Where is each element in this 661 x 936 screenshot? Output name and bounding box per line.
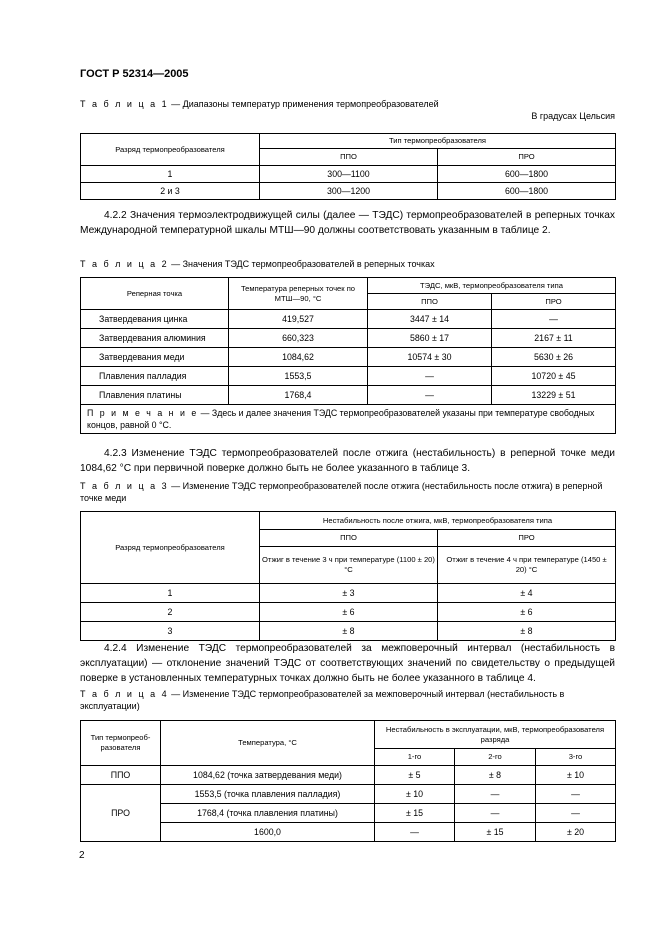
table3-cell: 3 — [81, 622, 260, 641]
table3-caption — [80, 480, 615, 504]
table4-cell: ± 15 — [375, 804, 455, 823]
table4-cell: ± 8 — [455, 766, 536, 785]
table2-cell: 2167 ± 11 — [492, 329, 616, 348]
table2-header-point: Реперная точка — [81, 278, 229, 310]
paragraph-4-2-3: 4.2.3 Изменение ТЭДС термопреобразователей после отжига (нестабильность) в реперной точке меди 1084,62 °С при первичной поверке должно быть не более указанного в таблице 3. — [80, 448, 615, 474]
table2-header-ppo: ППО — [368, 294, 492, 310]
table2-cell: Затвердевания меди — [81, 348, 229, 367]
table-row — [81, 183, 616, 200]
table2-header-temp: Температура реперных точек по МТШ—90, °С — [229, 278, 368, 310]
table2-note — [81, 405, 616, 434]
table4-header-type: Тип термопреоб-разователя — [81, 721, 161, 766]
table2-cell: 10720 ± 45 — [492, 367, 616, 386]
table2-header-pro: ПРО — [492, 294, 616, 310]
table2-cell: 5630 ± 26 — [492, 348, 616, 367]
table2-header-emf: ТЭДС, мкВ, термопреобразователя типа — [368, 278, 616, 294]
table2-caption — [80, 258, 435, 270]
table1-header-ppo: ППО — [260, 149, 438, 166]
table2-caption-text: — Значения ТЭДС термопреобразователей в реперных точках — [168, 259, 435, 269]
table3-caption-label: Т а б л и ц а 3 — [80, 481, 169, 491]
table-row — [81, 348, 616, 367]
table-row — [81, 622, 616, 641]
table4-caption-text: — Изменение ТЭДС термопреобразователей за межповерочный интервал (нестабильность в эксплуатации) — [80, 689, 565, 711]
table4-cell: 1768,4 (точка плавления платины) — [161, 804, 375, 823]
table4-type-ppo: ППО — [81, 766, 161, 785]
table2-note-text: — Здесь и далее значения ТЭДС термопреобразователей указаны при температуре свободных концов, равной 0 °С. — [87, 408, 595, 430]
table4-header-3: 3-го — [536, 749, 616, 766]
table4-cell: 1600,0 — [161, 823, 375, 842]
table1-header-class: Разряд термопреобразователя — [81, 134, 260, 166]
table3-header-pro: ПРО — [438, 530, 616, 547]
table4-cell: 1084,62 (точка затвердевания меди) — [161, 766, 375, 785]
table2-cell: Затвердевания цинка — [81, 310, 229, 329]
table4-header-temp: Температура, °С — [161, 721, 375, 766]
table1-caption-text: — Диапазоны температур применения термопреобразователей — [168, 99, 439, 109]
table4-cell: — — [455, 804, 536, 823]
table3-cell: ± 8 — [438, 622, 616, 641]
table4-caption — [80, 688, 615, 712]
table-row — [81, 823, 616, 842]
table3-cell: ± 4 — [438, 584, 616, 603]
table4-cell: ± 10 — [375, 785, 455, 804]
table2-cell: 1084,62 — [229, 348, 368, 367]
table2-cell: 5860 ± 17 — [368, 329, 492, 348]
table2-cell: 3447 ± 14 — [368, 310, 492, 329]
table4-cell: ± 5 — [375, 766, 455, 785]
table2-cell: 13229 ± 51 — [492, 386, 616, 405]
table1-cell: 300—1200 — [260, 183, 438, 200]
table3-header-pro-anneal: Отжиг в течение 4 ч при температуре (1450 ± 20) °С — [438, 547, 616, 584]
table4-cell: — — [536, 804, 616, 823]
document-header: ГОСТ Р 52314—2005 — [80, 68, 189, 80]
table4-cell: ± 15 — [455, 823, 536, 842]
table4-header-2: 2-го — [455, 749, 536, 766]
table4-caption-label: Т а б л и ц а 4 — [80, 689, 169, 699]
table2-cell: 1768,4 — [229, 386, 368, 405]
table2-cell: 10574 ± 30 — [368, 348, 492, 367]
table2 — [80, 277, 616, 434]
table2-cell: 419,527 — [229, 310, 368, 329]
table-row — [81, 766, 616, 785]
table4-cell: ± 10 — [536, 766, 616, 785]
table3-header-class: Разряд термопреобразователя — [81, 512, 260, 584]
table1-caption — [80, 98, 439, 110]
table4-header-1: 1-го — [375, 749, 455, 766]
table3-cell: ± 3 — [260, 584, 438, 603]
table2-cell: — — [368, 367, 492, 386]
table4-cell: 1553,5 (точка плавления палладия) — [161, 785, 375, 804]
table3 — [80, 511, 616, 641]
table4 — [80, 720, 616, 842]
table4-cell: — — [455, 785, 536, 804]
table3-cell: 2 — [81, 603, 260, 622]
table4-cell: — — [375, 823, 455, 842]
table2-cell: — — [492, 310, 616, 329]
table4-type-pro: ПРО — [81, 785, 161, 842]
paragraph-4-2-2: 4.2.2 Значения термоэлектродвижущей силы (далее — ТЭДС) термопреобразователей в реперных точках Международной температурной шкалы МТШ—90 должны соответствовать указанным в таблице 2. — [80, 210, 615, 236]
table1-cell: 600—1800 — [438, 166, 616, 183]
table1-cell: 600—1800 — [438, 183, 616, 200]
table-row — [81, 386, 616, 405]
table3-cell: ± 8 — [260, 622, 438, 641]
table-row — [81, 310, 616, 329]
table2-cell: Плавления палладия — [81, 367, 229, 386]
table1-caption-label: Т а б л и ц а 1 — [80, 99, 169, 109]
table4-header-instability: Нестабильность в эксплуатации, мкВ, термопреобразователя разряда — [375, 721, 616, 749]
table-row — [81, 603, 616, 622]
table2-cell: — — [368, 386, 492, 405]
table1 — [80, 133, 616, 200]
paragraph-4-2-4: 4.2.4 Изменение ТЭДС термопреобразователей за межповерочный интервал (нестабильность в эксплуатации) — отклонение значений ТЭДС от соответствующих значений по свидетельству о предыдущей поверке в установленных температурных точках должно быть не более указанного в таблице 4. — [80, 643, 615, 684]
table1-unit: В градусах Цельсия — [531, 111, 615, 121]
table1-header-pro: ПРО — [438, 149, 616, 166]
table3-caption-text: — Изменение ТЭДС термопреобразователей после отжига (нестабильность после отжига) в реперной точке меди — [80, 481, 603, 503]
table-row — [81, 166, 616, 183]
table2-note-label: П р и м е ч а н и е — [87, 408, 199, 418]
table-row — [81, 367, 616, 386]
table3-cell: ± 6 — [438, 603, 616, 622]
table-row — [81, 804, 616, 823]
table-row — [81, 584, 616, 603]
table2-cell: 1553,5 — [229, 367, 368, 386]
table1-cell: 1 — [81, 166, 260, 183]
table4-cell: — — [536, 785, 616, 804]
table-row — [81, 329, 616, 348]
table3-header-ppo: ППО — [260, 530, 438, 547]
table3-header-instability: Нестабильность после отжига, мкВ, термопреобразователя типа — [260, 512, 616, 530]
table2-caption-label: Т а б л и ц а 2 — [80, 259, 169, 269]
table-row — [81, 785, 616, 804]
table4-cell: ± 20 — [536, 823, 616, 842]
table2-cell: 660,323 — [229, 329, 368, 348]
table1-cell: 2 и 3 — [81, 183, 260, 200]
table1-cell: 300—1100 — [260, 166, 438, 183]
table3-cell: 1 — [81, 584, 260, 603]
table2-cell: Затвердевания алюминия — [81, 329, 229, 348]
table2-cell: Плавления платины — [81, 386, 229, 405]
table3-header-ppo-anneal: Отжиг в течение 3 ч при температуре (1100 ± 20) °С — [260, 547, 438, 584]
table3-cell: ± 6 — [260, 603, 438, 622]
page-number: 2 — [79, 850, 85, 861]
table1-header-type: Тип термопреобразователя — [260, 134, 616, 149]
